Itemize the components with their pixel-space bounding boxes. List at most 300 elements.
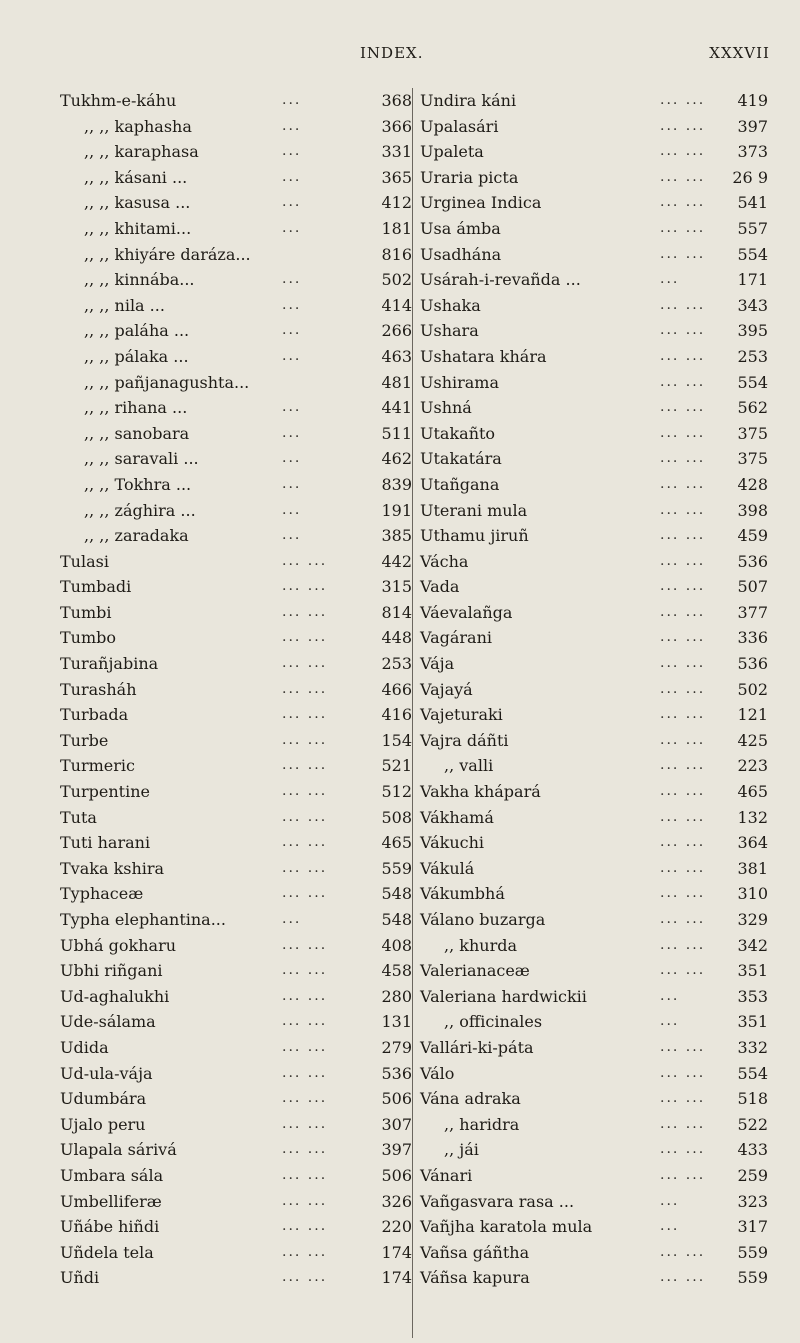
index-term: ,, ,, sanobara [84,423,190,443]
index-leader-dots: ... [282,117,302,134]
index-leader-dots: ... ... [660,757,706,774]
index-page-number: 554 [737,244,768,264]
index-leader-dots: ... [282,296,302,313]
index-entry [60,139,410,165]
index-leader-dots: ... ... [660,1243,706,1260]
index-term: Vañsa gáñtha [420,1242,530,1262]
index-leader-dots: ... ... [282,629,328,646]
index-term: Valerianaceæ [420,961,530,981]
index-entry [420,1265,770,1291]
index-entry [60,1137,410,1163]
index-term: Vagárani [420,628,493,648]
index-entry [420,421,770,447]
index-entry [420,1240,770,1266]
index-entry [60,165,410,191]
index-leader-dots: ... ... [660,680,706,697]
index-leader-dots: ... ... [660,885,706,902]
index-term: Ulapala sárivá [60,1140,177,1160]
index-page-number: 381 [737,858,768,878]
index-leader-dots: ... ... [660,168,706,185]
index-term: ,, ,, Tokhra ... [84,474,192,494]
index-term: Utañgana [420,474,500,494]
index-page-number: 414 [381,295,412,315]
index-leader-dots: ... ... [660,1166,706,1183]
index-leader-dots: ... ... [282,1064,328,1081]
page-number: XXXVII [709,44,770,62]
index-term: Válano buzarga [420,910,546,929]
index-page-number: 310 [737,884,768,904]
index-page-number: 154 [381,730,412,750]
index-term: ,, ,, pálaka ... [84,346,189,366]
index-page-number: 259 [737,1165,768,1185]
index-page-number: 191 [381,500,412,520]
index-term: Vallári-ki-páta [420,1037,534,1057]
index-leader-dots: ... ... [660,501,706,518]
index-page-number: 512 [381,782,412,802]
index-page-number: 223 [737,756,768,776]
index-leader-dots: ... ... [660,322,706,339]
index-leader-dots: ... ... [660,834,706,851]
index-leader-dots: ... ... [660,578,706,595]
index-entry [60,1163,410,1189]
index-entry [60,907,410,933]
index-page-number: 315 [381,577,412,597]
index-leader-dots: ... ... [282,1141,328,1158]
index-page-number: 554 [737,372,768,392]
index-leader-dots: ... ... [660,655,706,672]
index-term: ,, ,, saravali ... [84,449,199,469]
index-page-number: 307 [381,1114,412,1134]
index-leader-dots: ... ... [282,885,328,902]
index-page-number: 506 [381,1089,412,1109]
index-entry [420,574,770,600]
index-term: Vajra dáñti [420,730,509,750]
index-term: Ujalo peru [60,1114,146,1134]
index-term: Typhaceæ [60,884,144,904]
index-leader-dots: ... ... [282,1218,328,1235]
index-entry [60,318,410,344]
index-page-number: 462 [381,449,412,469]
index-term: ,, valli [444,756,494,776]
index-entry [60,1009,410,1035]
index-leader-dots: ... [282,527,302,544]
index-leader-dots: ... ... [660,1064,706,1081]
index-entry [420,446,770,472]
index-page-number: 266 [381,321,412,341]
index-page-number: 458 [381,961,412,981]
index-entry [60,446,410,472]
index-term: Vánari [420,1165,473,1185]
index-term: Turbe [60,730,109,750]
index-term: Udida [60,1037,109,1057]
index-column-left [60,88,410,1291]
index-page-number: 397 [381,1140,412,1160]
index-leader-dots: ... ... [282,731,328,748]
index-page-number: 364 [737,833,768,853]
index-page-number: 279 [381,1037,412,1057]
index-leader-dots: ... ... [282,1243,328,1260]
index-entry [420,318,770,344]
index-page-number: 253 [381,654,412,674]
index-leader-dots: ... [282,143,302,160]
index-entry [420,625,770,651]
index-term: Usárah-i-revañda ... [420,270,581,290]
index-page-number: 132 [737,807,768,827]
index-term: Uterani mula [420,500,528,520]
index-entry [60,753,410,779]
index-page-number: 521 [381,756,412,776]
index-term: Tukhm-e-káhu [60,91,177,110]
index-page-number: 506 [381,1165,412,1185]
index-term: ,, ,, kásani ... [84,167,188,187]
index-term: Valeriana hardwickii [420,986,587,1006]
index-term: Vakha khápará [420,782,541,802]
index-term: Tumbi [60,602,112,622]
index-entry [60,1112,410,1138]
index-term: Turasháh [60,679,137,699]
index-entry [60,830,410,856]
index-leader-dots: ... [282,424,302,441]
index-page-number: 395 [737,321,768,341]
index-entry [60,549,410,575]
index-entry [60,395,410,421]
index-page-number: 323 [737,1191,768,1211]
index-entry [420,1009,770,1035]
index-leader-dots: ... ... [660,527,706,544]
index-term: ,, ,, khitami... [84,218,192,238]
index-leader-dots: ... ... [282,783,328,800]
index-term: Ubhi riñgani [60,961,163,981]
index-leader-dots: ... [282,168,302,185]
index-term: Vána adraka [420,1089,521,1109]
index-page-number: 351 [737,1012,768,1032]
index-leader-dots: ... ... [660,731,706,748]
index-leader-dots: ... [282,450,302,467]
index-entry [420,523,770,549]
index-leader-dots: ... ... [660,143,706,160]
index-page-number: 377 [737,602,768,622]
index-term: Vája [420,654,455,674]
index-term: Váñsa kapura [420,1268,530,1288]
index-page-number: 459 [737,526,768,546]
index-entry [60,625,410,651]
index-entry [60,370,410,396]
index-entry [420,805,770,831]
index-page-number: 131 [381,1012,412,1032]
index-term: Ude-sálama [60,1012,156,1032]
index-entry [420,907,770,933]
index-entry [420,395,770,421]
index-leader-dots: ... ... [660,117,706,134]
index-term: Turmeric [60,756,135,776]
index-entry [420,216,770,242]
index-entry [60,1035,410,1061]
index-entry [60,728,410,754]
index-leader-dots: ... ... [282,552,328,569]
index-page-number: 425 [737,730,768,750]
index-leader-dots: ... [282,399,302,416]
index-leader-dots: ... ... [660,373,706,390]
index-entry [60,498,410,524]
index-leader-dots: ... ... [282,706,328,723]
index-term: Urginea Indica [420,193,542,213]
index-page-number: 326 [381,1191,412,1211]
index-term: Uñdela tela [60,1242,154,1262]
index-leader-dots: ... ... [660,450,706,467]
index-entry [420,830,770,856]
index-leader-dots: ... ... [660,475,706,492]
index-leader-dots: ... ... [660,219,706,236]
index-leader-dots: ... [660,1013,680,1030]
index-page-number: 433 [737,1140,768,1160]
index-page-number: 536 [737,654,768,674]
index-term: ,, jái [444,1140,479,1160]
index-page-number: 280 [381,986,412,1006]
index-leader-dots: ... ... [660,603,706,620]
index-leader-dots: ... ... [660,706,706,723]
index-leader-dots: ... ... [660,936,706,953]
index-term: Válo [420,1063,455,1083]
index-entry [60,1240,410,1266]
index-term: Váevalañga [420,602,513,622]
index-page-number: 463 [381,346,412,366]
index-entry [60,216,410,242]
index-term: Turbada [60,705,129,725]
index-entry [60,472,410,498]
index-entry [420,753,770,779]
index-entry [60,984,410,1010]
index-entry [60,600,410,626]
index-leader-dots: ... [282,911,302,927]
index-leader-dots: ... ... [660,347,706,364]
index-term: ,, ,, kaphasha [84,116,192,136]
index-term: Vákulá [420,858,475,878]
index-entry [60,702,410,728]
index-leader-dots: ... ... [660,629,706,646]
index-leader-dots: ... ... [660,1090,706,1107]
index-leader-dots: ... [282,92,302,108]
index-page-number: 375 [737,449,768,469]
index-page-number: 448 [381,628,412,648]
index-leader-dots: ... ... [282,808,328,825]
index-entry [420,114,770,140]
index-leader-dots: ... [282,322,302,339]
index-page-number: 548 [381,910,412,929]
index-entry [420,549,770,575]
index-entry [420,165,770,191]
index-leader-dots: ... [660,1192,680,1209]
index-column-right [420,88,770,1291]
column-divider [412,88,413,1338]
index-page-number: 502 [381,270,412,290]
index-page-number: 385 [381,526,412,546]
index-page-number: 548 [381,884,412,904]
index-entry [60,344,410,370]
index-leader-dots: ... [282,347,302,364]
index-page-number: 557 [737,218,768,238]
index-page-number: 536 [737,551,768,571]
index-entry [420,1137,770,1163]
index-term: ,, haridra [444,1114,520,1134]
index-page-number: 181 [381,218,412,238]
index-page-number: 536 [381,1063,412,1083]
index-term: Ushná [420,398,472,418]
index-leader-dots: ... ... [660,194,706,211]
index-entry [420,1189,770,1215]
index-page-number: 171 [737,270,768,290]
index-leader-dots: ... ... [660,1269,706,1286]
index-page-number: 562 [737,398,768,418]
index-page-number: 343 [737,295,768,315]
index-term: Undira káni [420,91,517,110]
index-entry [60,805,410,831]
index-leader-dots: ... [282,501,302,518]
index-page-number: 368 [381,91,412,110]
index-entry [60,651,410,677]
index-page-number: 442 [381,551,412,571]
index-entry [420,728,770,754]
index-entry [420,344,770,370]
index-page-number: 541 [737,193,768,213]
index-page-number: 220 [381,1217,412,1237]
index-page-number: 366 [381,116,412,136]
index-page-number: 336 [737,628,768,648]
page-header [0,44,800,74]
index-term: Ubhá gokharu [60,935,177,955]
index-entry [420,190,770,216]
index-leader-dots: ... ... [660,808,706,825]
index-page-number: 174 [381,1242,412,1262]
index-page-number: 351 [737,961,768,981]
index-leader-dots: ... ... [282,1090,328,1107]
index-entry [60,856,410,882]
index-leader-dots: ... ... [660,296,706,313]
index-entry [60,242,410,268]
index-page-number: 317 [737,1217,768,1237]
index-leader-dots: ... ... [282,603,328,620]
index-leader-dots: ... ... [282,1115,328,1132]
index-entry [420,88,770,114]
index-term: Ud-ula-vája [60,1063,153,1083]
index-page-number: 121 [737,705,768,725]
index-term: Upaleta [420,142,484,162]
index-entry [420,472,770,498]
index-leader-dots: ... [282,194,302,211]
index-entry [60,1061,410,1087]
index-entry [420,139,770,165]
index-leader-dots: ... ... [660,399,706,416]
index-page-number: 373 [737,142,768,162]
index-leader-dots: ... [660,271,680,288]
index-leader-dots: ... ... [282,757,328,774]
index-entry [420,600,770,626]
index-leader-dots: ... ... [660,783,706,800]
index-page-number: 353 [737,986,768,1006]
index-entry [420,933,770,959]
index-page-number: 511 [381,423,412,443]
index-entry [60,523,410,549]
index-term: Tumbo [60,628,117,648]
index-entry [60,88,410,114]
index-term: Vákuchi [420,833,485,853]
index-leader-dots: ... ... [282,1269,328,1286]
index-entry [420,1112,770,1138]
index-page-number: 416 [381,705,412,725]
index-term: Tvaka kshira [60,858,165,878]
index-leader-dots: ... [282,475,302,492]
index-term: Turpentine [60,782,150,802]
index-leader-dots: ... ... [660,552,706,569]
index-page-number: 559 [737,1268,768,1288]
index-page-number: 419 [737,91,768,110]
index-entry [420,267,770,293]
index-term: Ud-aghalukhi [60,986,170,1006]
index-page-number: 329 [737,910,768,929]
index-entry [420,1214,770,1240]
index-leader-dots: ... [660,1218,680,1235]
index-term: Uñdi [60,1268,100,1288]
index-term: ,, ,, kinnába... [84,270,195,290]
index-term: Vañgasvara rasa ... [420,1191,575,1211]
index-page-number: 507 [737,577,768,597]
index-page-number: 331 [381,142,412,162]
index-term: Turañjabina [60,654,159,674]
index-leader-dots: ... ... [282,1038,328,1055]
index-entry [420,498,770,524]
index-entry [60,881,410,907]
index-page-number: 502 [737,679,768,699]
index-term: Uthamu jiruñ [420,526,529,546]
index-term: Ushatara khára [420,346,547,366]
index-page-number: 332 [737,1037,768,1057]
index-entry [420,1035,770,1061]
index-term: ,, officinales [444,1012,543,1032]
index-entry [60,574,410,600]
index-page-number: 481 [381,372,412,392]
index-term: Ushirama [420,372,500,392]
index-entry [420,881,770,907]
index-term: Usadhána [420,244,502,264]
index-page-number: 465 [737,782,768,802]
index-term: Vañjha karatola mula [420,1217,593,1237]
index-entry [60,1265,410,1291]
index-leader-dots: ... ... [282,680,328,697]
page-title: INDEX. [360,44,424,62]
index-entry [60,677,410,703]
index-page-number: 26 9 [732,167,768,187]
index-leader-dots: ... ... [660,424,706,441]
index-leader-dots: ... ... [282,834,328,851]
index-entry [420,1086,770,1112]
index-entry [420,242,770,268]
index-entry [60,1214,410,1240]
index-page-number: 814 [381,602,412,622]
index-leader-dots: ... [282,271,302,288]
index-page-number: 375 [737,423,768,443]
index-page-number: 559 [381,858,412,878]
index-term: Typha elephantina... [60,910,226,929]
index-page-number: 518 [737,1089,768,1109]
index-leader-dots: ... ... [282,987,328,1004]
index-page-number: 408 [381,935,412,955]
index-page-number: 466 [381,679,412,699]
index-term: ,, ,, kasusa ... [84,193,191,213]
index-page-number: 365 [381,167,412,187]
index-entry [420,1061,770,1087]
index-leader-dots: ... [282,219,302,236]
index-term: ,, ,, pañjanagushta... [84,372,250,392]
index-leader-dots: ... ... [660,859,706,876]
